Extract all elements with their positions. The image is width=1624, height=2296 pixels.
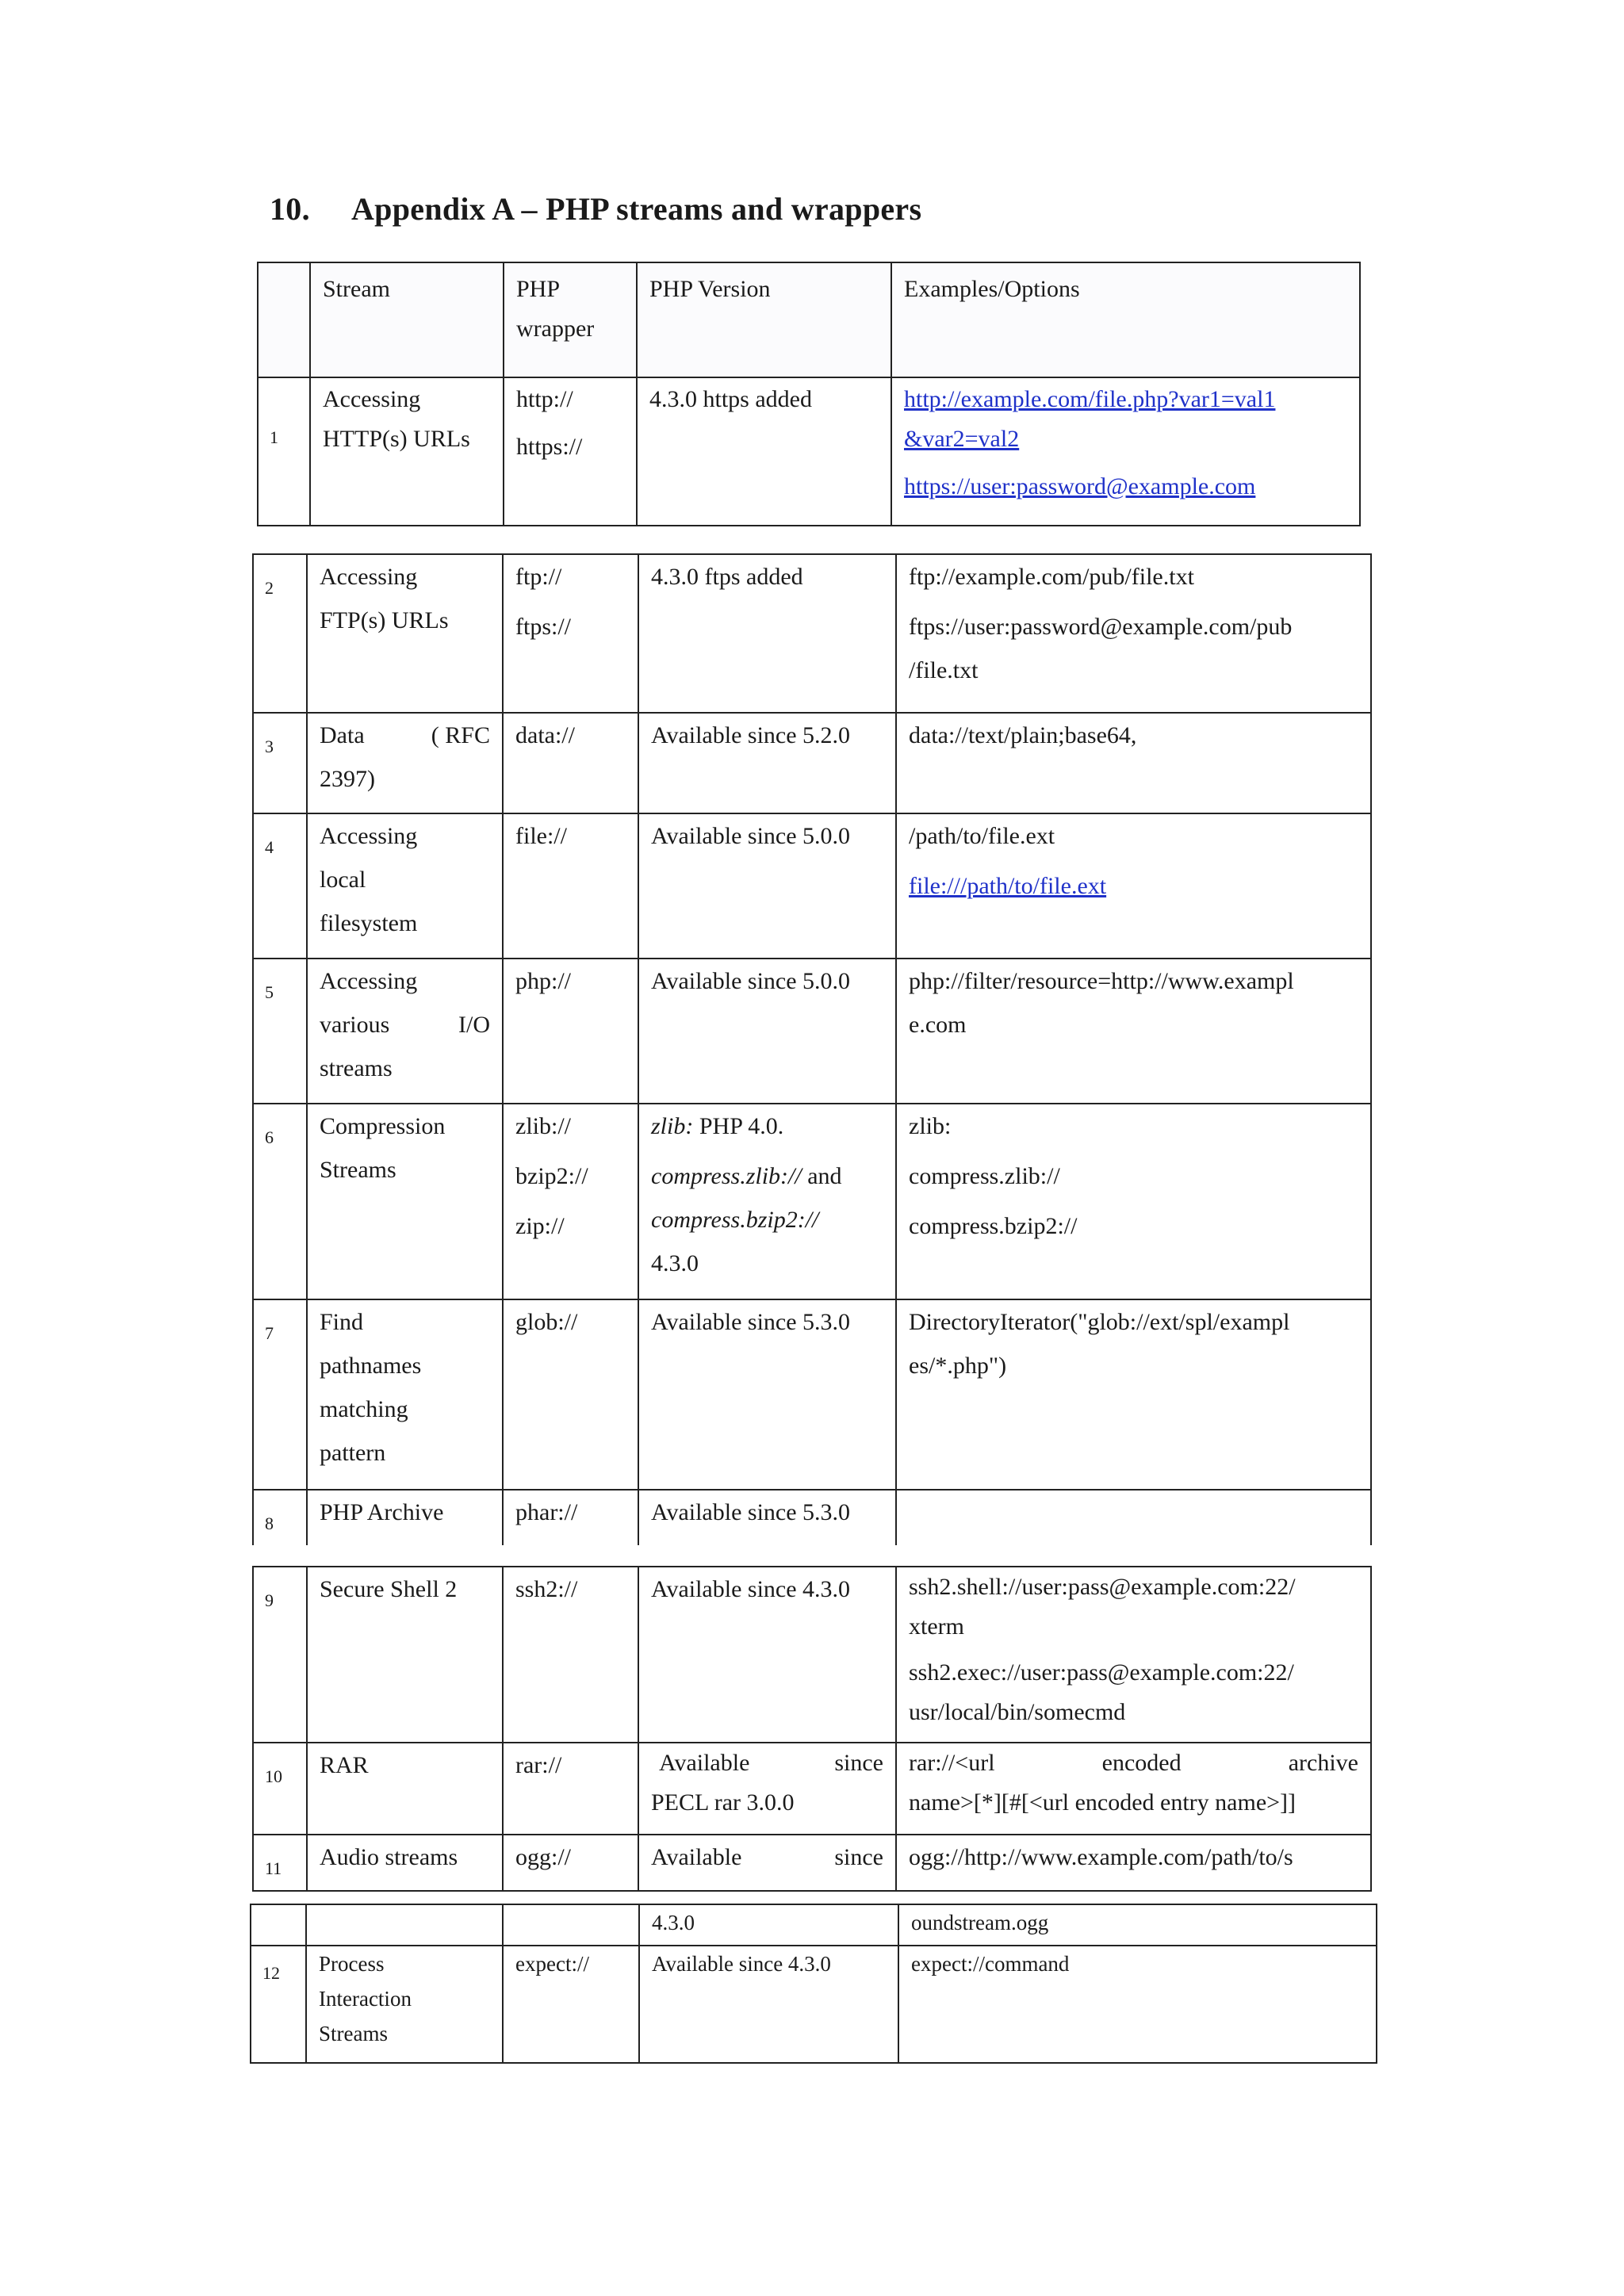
stream-cell: Find pathnames matching pattern [307,1299,503,1490]
examples-cell: data://text/plain;base64, [896,713,1371,813]
wrapper-cell: http:// https:// [504,377,637,526]
table-row [253,1299,1371,1490]
streams-table-block-1 [257,262,1361,526]
wrapper-cell: ssh2:// [503,1567,638,1743]
wrapper-cell: ogg:// [503,1835,638,1891]
version-cell: Available since 5.0.0 [638,959,896,1104]
wrapper-cell: data:// [503,713,638,813]
table-row [253,959,1371,1104]
stream-cell: Process Interaction Streams [306,1946,503,2063]
section-number: 10. [270,191,310,227]
table-row-continuation [251,1904,1377,1946]
version-cell: Available since 5.3.0 [638,1299,896,1490]
stream-cell: Data ( RFC 2397) [307,713,503,813]
streams-table-block-3 [252,1566,1372,1892]
table-row [253,1104,1371,1299]
examples-cell: php://filter/resource=http://www.exampl e.com [896,959,1371,1104]
version-cell: Available since 5.3.0 [638,1490,896,1545]
examples-cell: ogg://http://www.example.com/path/to/s [896,1835,1371,1891]
table-row [251,1946,1377,2063]
section-heading [270,190,921,228]
row-number: 10 [253,1743,307,1835]
example-link-http-cont[interactable]: &var2=val2 [904,426,1020,452]
wrapper-cell: file:// [503,813,638,959]
table-row [253,813,1371,959]
table-row [253,1743,1371,1835]
examples-cell: ssh2.shell://user:pass@example.com:22/ xterm ssh2.exec://user:pass@example.com:22/ usr/local/bin/somecmd [896,1567,1371,1743]
row-number: 11 [253,1835,307,1891]
examples-cell [891,377,1360,526]
examples-cell: zlib: compress.zlib:// compress.bzip2:// [896,1104,1371,1299]
row-number: 5 [253,959,307,1104]
examples-cell: DirectoryIterator("glob://ext/spl/exampl es/*.php") [896,1299,1371,1490]
row-number: 3 [253,713,307,813]
table-row [258,377,1360,526]
header-php-version: PHP Version [637,262,891,377]
wrapper-cell: rar:// [503,1743,638,1835]
row-number: 1 [258,377,310,526]
table-row [253,1567,1371,1743]
table-row [253,1490,1371,1545]
table-row [253,554,1371,713]
table-row [253,1835,1371,1891]
examples-cell: expect://command [898,1946,1377,2063]
version-cell: zlib: PHP 4.0. compress.zlib:// and compress.bzip2:// 4.3.0 [638,1104,896,1299]
examples-cell: oundstream.ogg [898,1904,1377,1946]
header-examples: Examples/Options [891,262,1360,377]
version-cell: Available since 5.0.0 [638,813,896,959]
streams-table-block-4 [250,1904,1377,2064]
header-php-wrapper: PHP wrapper [504,262,637,377]
stream-cell: PHP Archive [307,1490,503,1545]
table-row [253,713,1371,813]
wrapper-cell: zlib:// bzip2:// zip:// [503,1104,638,1299]
version-cell: Available since 5.2.0 [638,713,896,813]
wrapper-cell: glob:// [503,1299,638,1490]
version-cell: Available since 4.3.0 [639,1946,898,2063]
stream-cell: RAR [307,1743,503,1835]
row-number: 4 [253,813,307,959]
wrapper-cell [503,1904,639,1946]
streams-table-block-2 [252,553,1372,1545]
wrapper-cell: ftp:// ftps:// [503,554,638,713]
section-title: Appendix A – PHP streams and wrappers [351,191,922,227]
examples-cell [896,1490,1371,1545]
stream-cell: Secure Shell 2 [307,1567,503,1743]
row-number [251,1904,306,1946]
header-stream: Stream [310,262,504,377]
row-number: 7 [253,1299,307,1490]
version-cell: Available since [638,1835,896,1891]
example-link-https[interactable]: https://user:password@example.com [904,473,1256,499]
table-header-row [258,262,1360,377]
examples-cell: ftp://example.com/pub/file.txt ftps://user:password@example.com/pub /file.txt [896,554,1371,713]
stream-cell: Accessing various I/O streams [307,959,503,1104]
header-cell-index [258,262,310,377]
wrapper-cell: php:// [503,959,638,1104]
example-link-http[interactable]: http://example.com/file.php?var1=val1 [904,386,1276,412]
example-link-file[interactable]: file:///path/to/file.ext [909,873,1107,899]
row-number: 6 [253,1104,307,1299]
version-cell: 4.3.0 https added [637,377,891,526]
stream-cell: Audio streams [307,1835,503,1891]
version-cell: 4.3.0 [639,1904,898,1946]
stream-cell [306,1904,503,1946]
wrapper-cell: phar:// [503,1490,638,1545]
wrapper-cell: expect:// [503,1946,639,2063]
examples-cell: /path/to/file.ext file:///path/to/file.ext [896,813,1371,959]
examples-cell: rar://<url encoded archive name>[*][#[<url encoded entry name>]] [896,1743,1371,1835]
version-cell: Available since PECL rar 3.0.0 [638,1743,896,1835]
version-cell: 4.3.0 ftps added [638,554,896,713]
row-number: 9 [253,1567,307,1743]
version-cell: Available since 4.3.0 [638,1567,896,1743]
row-number: 2 [253,554,307,713]
stream-cell: Accessing FTP(s) URLs [307,554,503,713]
stream-cell: Accessing HTTP(s) URLs [310,377,504,526]
row-number: 12 [251,1946,306,2063]
row-number: 8 [253,1490,307,1545]
stream-cell: Compression Streams [307,1104,503,1299]
stream-cell: Accessing local filesystem [307,813,503,959]
